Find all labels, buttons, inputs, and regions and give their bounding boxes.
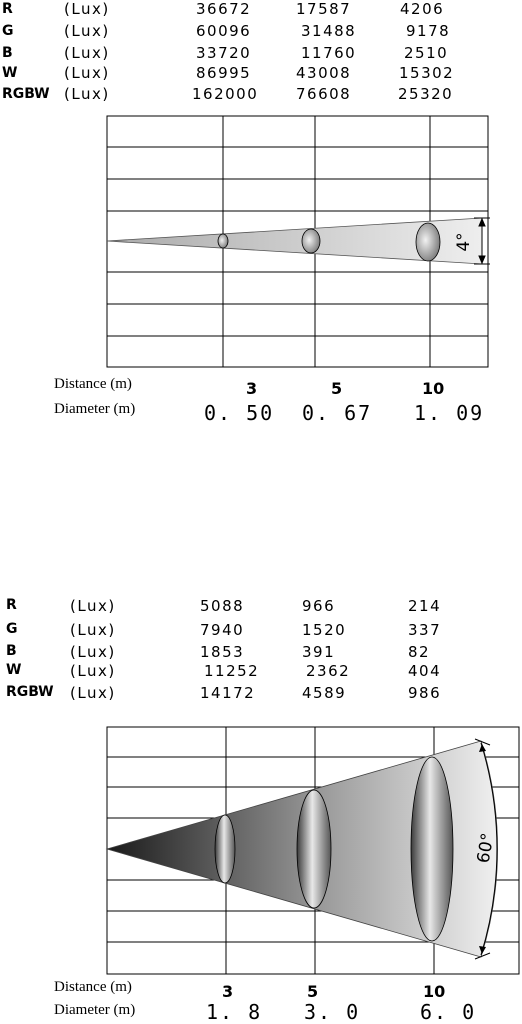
lux-value: 966 — [302, 597, 336, 615]
lux-value: 11760 — [301, 44, 357, 62]
row-label-w: W — [6, 662, 22, 678]
lux-value: 17587 — [296, 0, 352, 18]
distance-label: Distance (m) — [54, 979, 132, 995]
lux-value: 5088 — [200, 597, 245, 615]
lux-unit: (Lux) — [70, 684, 116, 702]
diameter-label: Diameter (m) — [54, 1002, 136, 1018]
lux-value: 15302 — [399, 64, 455, 82]
distance-value: 5 — [331, 379, 343, 398]
diameter-value: 3. 0 — [304, 1000, 361, 1024]
row-label-g: G — [6, 621, 18, 637]
lux-value: 214 — [408, 597, 442, 615]
beam-angle-label: 60° — [473, 831, 499, 865]
lux-unit: (Lux) — [64, 0, 110, 18]
lux-value: 1853 — [200, 643, 245, 661]
lux-unit: (Lux) — [70, 597, 116, 615]
lux-unit: (Lux) — [64, 64, 110, 82]
row-label-w: W — [2, 65, 18, 81]
distance-value: 3 — [222, 982, 234, 1001]
distance-value: 5 — [307, 982, 319, 1001]
lux-value: 82 — [408, 643, 431, 661]
lux-value: 36672 — [196, 0, 252, 18]
lux-value: 4206 — [400, 0, 445, 18]
row-label-b: B — [2, 45, 13, 61]
lux-value: 43008 — [296, 64, 352, 82]
lux-value: 11252 — [204, 662, 260, 680]
lux-value: 1520 — [302, 621, 347, 639]
lux-value: 4589 — [302, 684, 347, 702]
row-label-r: R — [6, 597, 17, 613]
beam-spot-3m — [215, 815, 235, 883]
lux-unit: (Lux) — [70, 643, 116, 661]
row-label-r: R — [2, 1, 13, 17]
lux-value: 60096 — [196, 22, 252, 40]
lux-value: 404 — [408, 662, 442, 680]
row-label-b: B — [6, 643, 17, 659]
beam-spot-5m — [297, 790, 331, 908]
diameter-value: 1. 8 — [206, 1000, 263, 1024]
lux-value: 391 — [302, 643, 336, 661]
row-label-rgbw: RGBW — [2, 86, 50, 102]
lux-value: 7940 — [200, 621, 245, 639]
lux-value: 2510 — [404, 44, 449, 62]
lux-unit: (Lux) — [64, 85, 110, 103]
lux-value: 86995 — [196, 64, 252, 82]
distance-value: 3 — [246, 379, 258, 398]
distance-label: Distance (m) — [54, 376, 132, 392]
lux-value: 986 — [408, 684, 442, 702]
lux-value: 337 — [408, 621, 442, 639]
beam-spot-10m — [411, 757, 453, 941]
lux-unit: (Lux) — [70, 662, 116, 680]
distance-value: 10 — [422, 379, 445, 398]
lux-value: 2362 — [306, 662, 351, 680]
lux-value: 25320 — [398, 85, 454, 103]
diameter-value: 0. 50 — [204, 401, 275, 425]
lux-value: 14172 — [200, 684, 256, 702]
lux-unit: (Lux) — [64, 44, 110, 62]
diameter-value: 0. 67 — [302, 401, 373, 425]
lux-value: 33720 — [196, 44, 252, 62]
lux-value: 31488 — [301, 22, 357, 40]
beam-angle-label: 4° — [454, 232, 474, 252]
row-label-rgbw: RGBW — [6, 684, 54, 700]
lux-value: 9178 — [406, 22, 451, 40]
diameter-value: 1. 09 — [414, 401, 485, 425]
lux-unit: (Lux) — [64, 22, 110, 40]
lux-unit: (Lux) — [70, 621, 116, 639]
diameter-value: 6. 0 — [420, 1000, 477, 1024]
row-label-g: G — [2, 23, 14, 39]
lux-value: 162000 — [192, 85, 259, 103]
distance-value: 10 — [423, 982, 446, 1001]
lux-value: 76608 — [296, 85, 352, 103]
diameter-label: Diameter (m) — [54, 401, 136, 417]
